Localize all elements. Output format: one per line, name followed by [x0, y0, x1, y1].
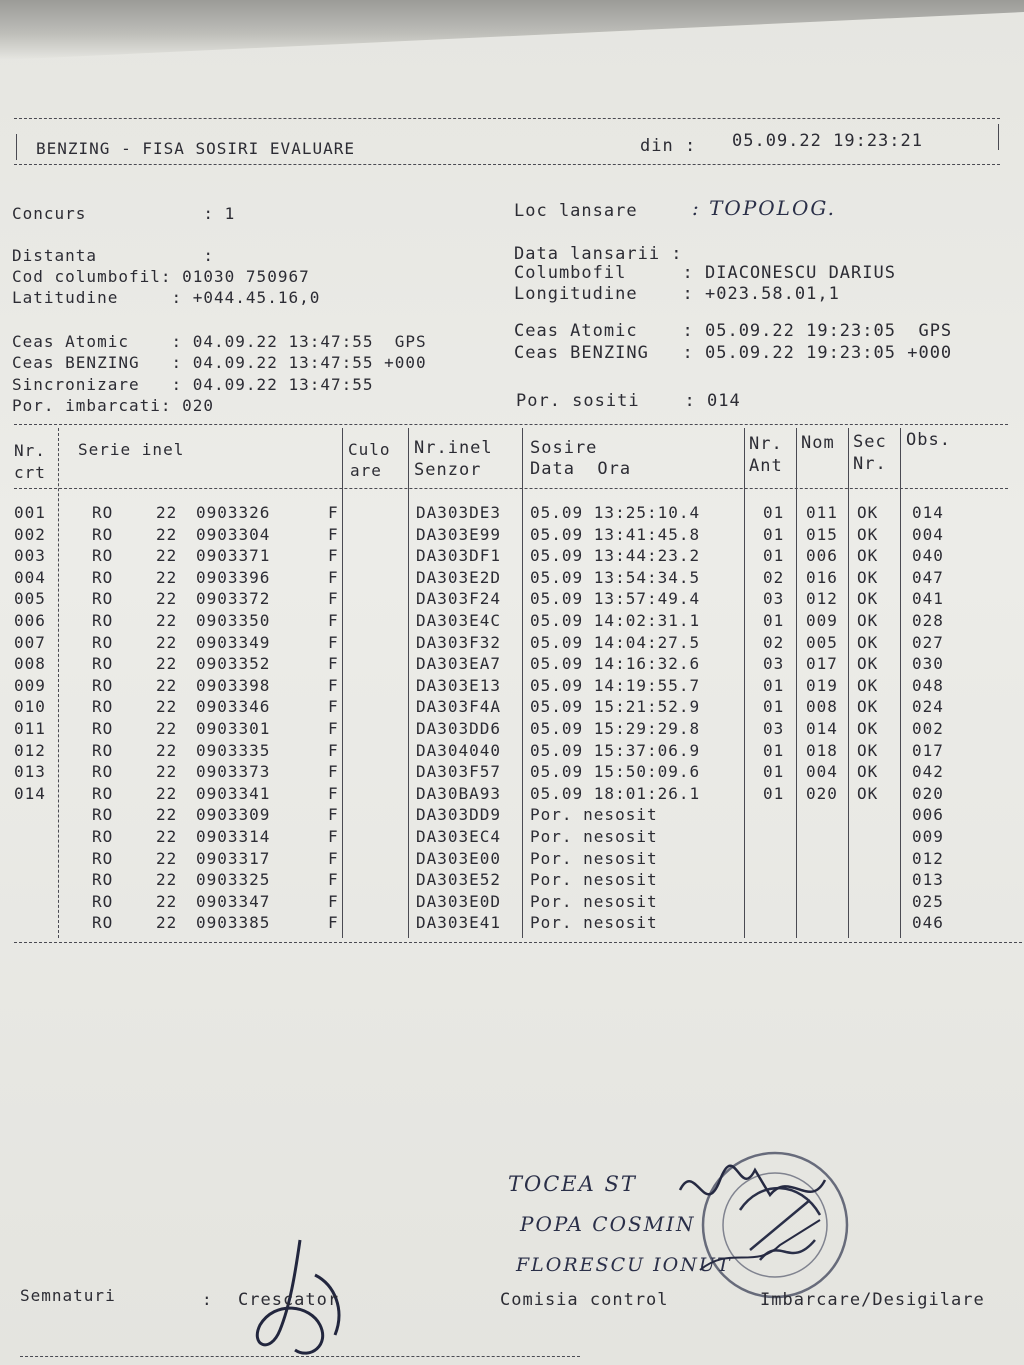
- cell-country-code: RO: [92, 762, 114, 782]
- cell-country-code: RO: [92, 870, 114, 890]
- header-are: are: [350, 461, 382, 480]
- cell-sensor-code: DA303DE3: [416, 503, 502, 522]
- cell-arrival-time: 05.09 14:19:55.7: [530, 675, 701, 695]
- cell-ring-year: 22: [156, 848, 178, 868]
- cell-antenna-number: 01: [763, 740, 785, 760]
- cell-ring-number: 0903335: [196, 740, 271, 760]
- table-row: [0, 849, 1024, 870]
- table-top-rule: [14, 424, 1008, 425]
- cell-security-status: OK: [857, 632, 879, 652]
- cell-observation: 048: [912, 675, 944, 695]
- cell-nom-number: 015: [806, 524, 838, 544]
- cell-ring-year: 22: [156, 611, 178, 630]
- cell-sex: F: [328, 567, 339, 587]
- cell-sex: F: [328, 891, 339, 911]
- longitudine-line: Longitudine : +023.58.01,1: [514, 284, 840, 304]
- cell-ring-year: 22: [156, 719, 178, 738]
- cell-observation: 017: [912, 740, 944, 760]
- header-obs: Obs.: [906, 430, 951, 450]
- table-header-rule: [14, 488, 1008, 489]
- cell-ring-year: 22: [156, 589, 178, 609]
- cell-sex: F: [328, 913, 339, 933]
- cell-country-code: RO: [92, 524, 114, 544]
- cell-ring-number: 0903398: [196, 675, 271, 695]
- cell-ring-year: 22: [156, 870, 178, 890]
- cell-security-status: OK: [857, 546, 879, 566]
- cell-ring-year: 22: [156, 913, 178, 933]
- cell-antenna-number: 01: [763, 762, 785, 782]
- cell-ring-number: 0903309: [196, 805, 271, 825]
- cell-security-status: OK: [857, 524, 879, 544]
- cell-arrival-time: 05.09 13:57:49.4: [530, 589, 701, 609]
- cell-ring-number: 0903317: [196, 848, 271, 868]
- cell-nom-number: 020: [806, 783, 838, 803]
- cell-nom-number: 014: [806, 719, 838, 738]
- cell-ring-number: 0903347: [196, 891, 271, 911]
- cell-antenna-number: 01: [763, 783, 785, 803]
- cell-nom-number: 018: [806, 740, 838, 760]
- cell-ring-number: 0903373: [196, 762, 271, 782]
- cell-ring-year: 22: [156, 503, 178, 522]
- cell-sensor-code: DA303DD9: [416, 805, 502, 825]
- cell-country-code: RO: [92, 891, 114, 911]
- cell-antenna-number: 01: [763, 611, 785, 630]
- header-left-border: [16, 134, 17, 160]
- cod-columbofil-line: Cod columbofil: 01030 750967: [12, 267, 310, 286]
- cell-sensor-code: DA303F24: [416, 589, 502, 609]
- cell-sex: F: [328, 632, 339, 652]
- cell-security-status: OK: [857, 675, 879, 695]
- cell-row-number: 003: [14, 546, 46, 566]
- table-row: [0, 827, 1024, 848]
- cell-sex: F: [328, 503, 339, 522]
- ceas-atomic-end: Ceas Atomic : 05.09.22 19:23:05 GPS: [514, 321, 953, 341]
- table-row: [0, 697, 1024, 718]
- cell-observation: 004: [912, 524, 944, 544]
- cell-arrival-time: 05.09 14:16:32.6: [530, 654, 701, 674]
- header-bottom-rule: [14, 164, 1000, 165]
- cell-sensor-code: DA303EA7: [416, 654, 502, 674]
- table-row: [0, 762, 1024, 783]
- cell-antenna-number: 01: [763, 503, 785, 522]
- cell-security-status: OK: [857, 719, 879, 738]
- cell-observation: 009: [912, 827, 944, 846]
- cell-sex: F: [328, 611, 339, 630]
- table-row: [0, 892, 1024, 913]
- loc-lansare-label: Loc lansare: [514, 201, 638, 221]
- cell-security-status: OK: [857, 567, 879, 587]
- cell-security-status: OK: [857, 740, 879, 760]
- cell-sensor-code: DA303E41: [416, 913, 502, 933]
- document-title: BENZING - FISA SOSIRI EVALUARE: [36, 139, 355, 158]
- cell-ring-number: 0903396: [196, 567, 271, 587]
- table-row: [0, 503, 1024, 524]
- cell-sex: F: [328, 524, 339, 544]
- commission-name-1: TOCEA ST: [508, 1172, 637, 1196]
- cell-observation: 046: [912, 913, 944, 933]
- cell-row-number: 008: [14, 654, 46, 674]
- cell-nom-number: 019: [806, 675, 838, 695]
- cell-antenna-number: 01: [763, 697, 785, 717]
- cell-sex: F: [328, 762, 339, 782]
- cell-ring-number: 0903371: [196, 546, 271, 566]
- cell-row-number: 013: [14, 762, 46, 782]
- cell-sensor-code: DA303E2D: [416, 567, 502, 587]
- header-sec-nr: Nr.: [853, 454, 887, 474]
- table-row: [0, 525, 1024, 546]
- cell-nom-number: 017: [806, 654, 838, 674]
- cell-security-status: OK: [857, 697, 879, 717]
- table-row: [0, 741, 1024, 762]
- cell-country-code: RO: [92, 740, 114, 760]
- header-serie-inel: Serie inel: [78, 440, 185, 459]
- cell-observation: 002: [912, 719, 944, 738]
- table-row: [0, 546, 1024, 567]
- commission-name-3: FLORESCU IONUT: [516, 1254, 732, 1276]
- cell-arrival-time: 05.09 15:21:52.9: [530, 697, 701, 717]
- cell-ring-year: 22: [156, 546, 178, 566]
- cell-ring-number: 0903346: [196, 697, 271, 717]
- cell-arrival-time: Por. nesosit: [530, 805, 658, 825]
- cell-country-code: RO: [92, 697, 114, 717]
- cell-security-status: OK: [857, 783, 879, 803]
- cell-country-code: RO: [92, 827, 114, 846]
- header-data-ora: Data Ora: [530, 459, 632, 479]
- cell-observation: 020: [912, 783, 944, 803]
- cell-ring-number: 0903352: [196, 654, 271, 674]
- cell-observation: 013: [912, 870, 944, 890]
- cell-arrival-time: 05.09 13:41:45.8: [530, 524, 701, 544]
- cell-ring-number: 0903372: [196, 589, 271, 609]
- cell-ring-number: 0903301: [196, 719, 271, 738]
- cell-sex: F: [328, 675, 339, 695]
- por-sositi-line: Por. sositi : 014: [516, 391, 741, 411]
- cell-country-code: RO: [92, 654, 114, 674]
- cell-antenna-number: 03: [763, 719, 785, 738]
- cell-observation: 030: [912, 654, 944, 674]
- cell-ring-number: 0903325: [196, 870, 271, 890]
- cell-sensor-code: DA303DD6: [416, 719, 502, 738]
- cell-arrival-time: 05.09 15:37:06.9: [530, 740, 701, 760]
- cell-nom-number: 009: [806, 611, 838, 630]
- cell-arrival-time: 05.09 13:25:10.4: [530, 503, 701, 522]
- semnaturi-colon: :: [202, 1290, 213, 1309]
- cell-observation: 024: [912, 697, 944, 717]
- cell-nom-number: 006: [806, 546, 838, 566]
- cell-sex: F: [328, 805, 339, 825]
- cell-observation: 047: [912, 567, 944, 587]
- ceas-benzing-start: Ceas BENZING : 04.09.22 13:47:55 +000: [12, 353, 427, 372]
- cell-ring-year: 22: [156, 632, 178, 652]
- cell-nom-number: 004: [806, 762, 838, 782]
- table-row: [0, 719, 1024, 740]
- header-senzor: Senzor: [414, 460, 482, 480]
- comisia-control-label: Comisia control: [500, 1290, 669, 1310]
- cell-security-status: OK: [857, 503, 879, 522]
- cell-sensor-code: DA303DF1: [416, 546, 502, 566]
- columbofil-line: Columbofil : DIACONESCU DARIUS: [514, 263, 896, 283]
- latitudine-line: Latitudine : +044.45.16,0: [12, 288, 321, 307]
- commission-name-2: POPA COSMIN: [520, 1212, 696, 1236]
- cell-arrival-time: 05.09 15:29:29.8: [530, 719, 701, 738]
- cell-row-number: 007: [14, 632, 46, 652]
- cell-sensor-code: DA303F4A: [416, 697, 502, 717]
- sincronizare-line: Sincronizare : 04.09.22 13:47:55: [12, 375, 374, 394]
- cell-ring-number: 0903326: [196, 503, 271, 522]
- cell-antenna-number: 01: [763, 675, 785, 695]
- cell-ring-number: 0903385: [196, 913, 271, 933]
- cell-ring-year: 22: [156, 567, 178, 587]
- cell-country-code: RO: [92, 783, 114, 803]
- crescator-label: Crescator: [238, 1290, 340, 1310]
- cell-sensor-code: DA303E00: [416, 848, 502, 868]
- cell-nom-number: 016: [806, 567, 838, 587]
- table-row: [0, 870, 1024, 891]
- commission-signature: [660, 1150, 840, 1290]
- cell-antenna-number: 03: [763, 654, 785, 674]
- header-right-border: [998, 124, 999, 150]
- cell-antenna-number: 01: [763, 524, 785, 544]
- cell-sensor-code: DA303E0D: [416, 891, 502, 911]
- header-sosire: Sosire: [530, 438, 598, 458]
- cell-ring-year: 22: [156, 740, 178, 760]
- table-row: [0, 633, 1024, 654]
- data-lansarii-line: Data lansarii :: [514, 244, 683, 264]
- cell-ring-year: 22: [156, 805, 178, 825]
- cell-observation: 028: [912, 611, 944, 630]
- cell-nom-number: 005: [806, 632, 838, 652]
- cell-sex: F: [328, 740, 339, 760]
- cell-country-code: RO: [92, 805, 114, 825]
- cell-antenna-number: 02: [763, 567, 785, 587]
- cell-sex: F: [328, 546, 339, 566]
- cell-country-code: RO: [92, 632, 114, 652]
- cell-arrival-time: Por. nesosit: [530, 913, 658, 933]
- cell-ring-year: 22: [156, 891, 178, 911]
- cell-row-number: 011: [14, 719, 46, 738]
- cell-sensor-code: DA303F57: [416, 762, 502, 782]
- table-row: [0, 654, 1024, 675]
- din-label: din :: [640, 136, 697, 156]
- header-nom: Nom: [801, 433, 835, 453]
- footer-bottom-rule: [20, 1356, 580, 1357]
- distanta-line: Distanta :: [12, 246, 215, 265]
- cell-arrival-time: 05.09 13:44:23.2: [530, 546, 701, 566]
- cell-row-number: 002: [14, 524, 46, 544]
- cell-country-code: RO: [92, 675, 114, 695]
- cell-arrival-time: 05.09 14:02:31.1: [530, 611, 701, 630]
- cell-sensor-code: DA303F32: [416, 632, 502, 652]
- table-row: [0, 805, 1024, 826]
- cell-row-number: 010: [14, 697, 46, 717]
- cell-arrival-time: Por. nesosit: [530, 870, 658, 890]
- cell-country-code: RO: [92, 503, 114, 522]
- cell-arrival-time: 05.09 14:04:27.5: [530, 632, 701, 652]
- cell-sensor-code: DA30BA93: [416, 783, 502, 803]
- cell-ring-number: 0903349: [196, 632, 271, 652]
- table-row: [0, 568, 1024, 589]
- cell-ring-year: 22: [156, 827, 178, 846]
- cell-country-code: RO: [92, 567, 114, 587]
- table-row: [0, 676, 1024, 697]
- cell-sensor-code: DA303E52: [416, 870, 502, 890]
- cell-sex: F: [328, 719, 339, 738]
- report-datetime: 05.09.22 19:23:21: [732, 131, 923, 151]
- cell-nom-number: 011: [806, 503, 838, 522]
- cell-row-number: 004: [14, 567, 46, 587]
- cell-sensor-code: DA303E13: [416, 675, 502, 695]
- table-row: [0, 611, 1024, 632]
- cell-nom-number: 012: [806, 589, 838, 609]
- cell-sex: F: [328, 783, 339, 803]
- cell-row-number: 012: [14, 740, 46, 760]
- cell-observation: 041: [912, 589, 944, 609]
- cell-antenna-number: 03: [763, 589, 785, 609]
- cell-ring-year: 22: [156, 783, 178, 803]
- header-top-rule: [14, 118, 1000, 119]
- table-row: [0, 784, 1024, 805]
- cell-ring-number: 0903341: [196, 783, 271, 803]
- semnaturi-label: Semnaturi: [20, 1286, 116, 1305]
- cell-observation: 027: [912, 632, 944, 652]
- cell-antenna-number: 02: [763, 632, 785, 652]
- cell-ring-year: 22: [156, 675, 178, 695]
- header-nr-inel: Nr.inel: [414, 438, 493, 458]
- cell-sex: F: [328, 827, 339, 846]
- cell-arrival-time: Por. nesosit: [530, 891, 658, 911]
- cell-ring-number: 0903304: [196, 524, 271, 544]
- cell-observation: 025: [912, 891, 944, 911]
- cell-security-status: OK: [857, 654, 879, 674]
- table-bottom-rule: [14, 942, 1022, 943]
- cell-ring-number: 0903314: [196, 827, 271, 846]
- cell-row-number: 005: [14, 589, 46, 609]
- cell-sex: F: [328, 870, 339, 890]
- cell-security-status: OK: [857, 611, 879, 630]
- header-nr-ant-2: Ant: [749, 456, 783, 476]
- loc-lansare-handwritten: : TOPOLOG.: [692, 196, 836, 220]
- cell-security-status: OK: [857, 762, 879, 782]
- cell-sensor-code: DA304040: [416, 740, 502, 760]
- cell-row-number: 001: [14, 503, 46, 522]
- cell-sex: F: [328, 654, 339, 674]
- concurs-line: Concurs : 1: [12, 204, 236, 223]
- cell-row-number: 009: [14, 675, 46, 695]
- cell-country-code: RO: [92, 546, 114, 566]
- header-culo: Culo: [348, 440, 391, 459]
- cell-observation: 012: [912, 848, 944, 868]
- cell-sex: F: [328, 848, 339, 868]
- cell-country-code: RO: [92, 611, 114, 630]
- cell-row-number: 006: [14, 611, 46, 630]
- cell-ring-year: 22: [156, 654, 178, 674]
- table-row: [0, 913, 1024, 934]
- header-sec: Sec: [853, 432, 887, 452]
- cell-ring-year: 22: [156, 697, 178, 717]
- cell-arrival-time: Por. nesosit: [530, 827, 658, 846]
- ceas-atomic-start: Ceas Atomic : 04.09.22 13:47:55 GPS: [12, 332, 427, 351]
- cell-security-status: OK: [857, 589, 879, 609]
- ceas-benzing-end: Ceas BENZING : 05.09.22 19:23:05 +000: [514, 343, 953, 363]
- cell-observation: 006: [912, 805, 944, 825]
- cell-country-code: RO: [92, 848, 114, 868]
- cell-country-code: RO: [92, 719, 114, 738]
- page-edge-shadow: [0, 0, 1024, 60]
- cell-sensor-code: DA303E99: [416, 524, 502, 544]
- cell-arrival-time: 05.09 15:50:09.6: [530, 762, 701, 782]
- imbarcare-desigilare-label: Imbarcare/Desigilare: [760, 1290, 985, 1310]
- header-nr: Nr.: [14, 441, 46, 460]
- cell-observation: 014: [912, 503, 944, 522]
- cell-sex: F: [328, 697, 339, 717]
- cell-arrival-time: 05.09 18:01:26.1: [530, 783, 701, 803]
- cell-sensor-code: DA303E4C: [416, 611, 502, 630]
- cell-observation: 042: [912, 762, 944, 782]
- cell-ring-number: 0903350: [196, 611, 271, 630]
- cell-arrival-time: Por. nesosit: [530, 848, 658, 868]
- cell-ring-year: 22: [156, 762, 178, 782]
- cell-antenna-number: 01: [763, 546, 785, 566]
- cell-country-code: RO: [92, 913, 114, 933]
- cell-sex: F: [328, 589, 339, 609]
- cell-nom-number: 008: [806, 697, 838, 717]
- cell-sensor-code: DA303EC4: [416, 827, 502, 846]
- header-nr-ant-1: Nr.: [749, 434, 783, 454]
- cell-observation: 040: [912, 546, 944, 566]
- cell-country-code: RO: [92, 589, 114, 609]
- cell-arrival-time: 05.09 13:54:34.5: [530, 567, 701, 587]
- table-row: [0, 589, 1024, 610]
- cell-ring-year: 22: [156, 524, 178, 544]
- header-crt: crt: [14, 463, 46, 482]
- por-imbarcati-line: Por. imbarcati: 020: [12, 396, 215, 415]
- cell-row-number: 014: [14, 783, 46, 803]
